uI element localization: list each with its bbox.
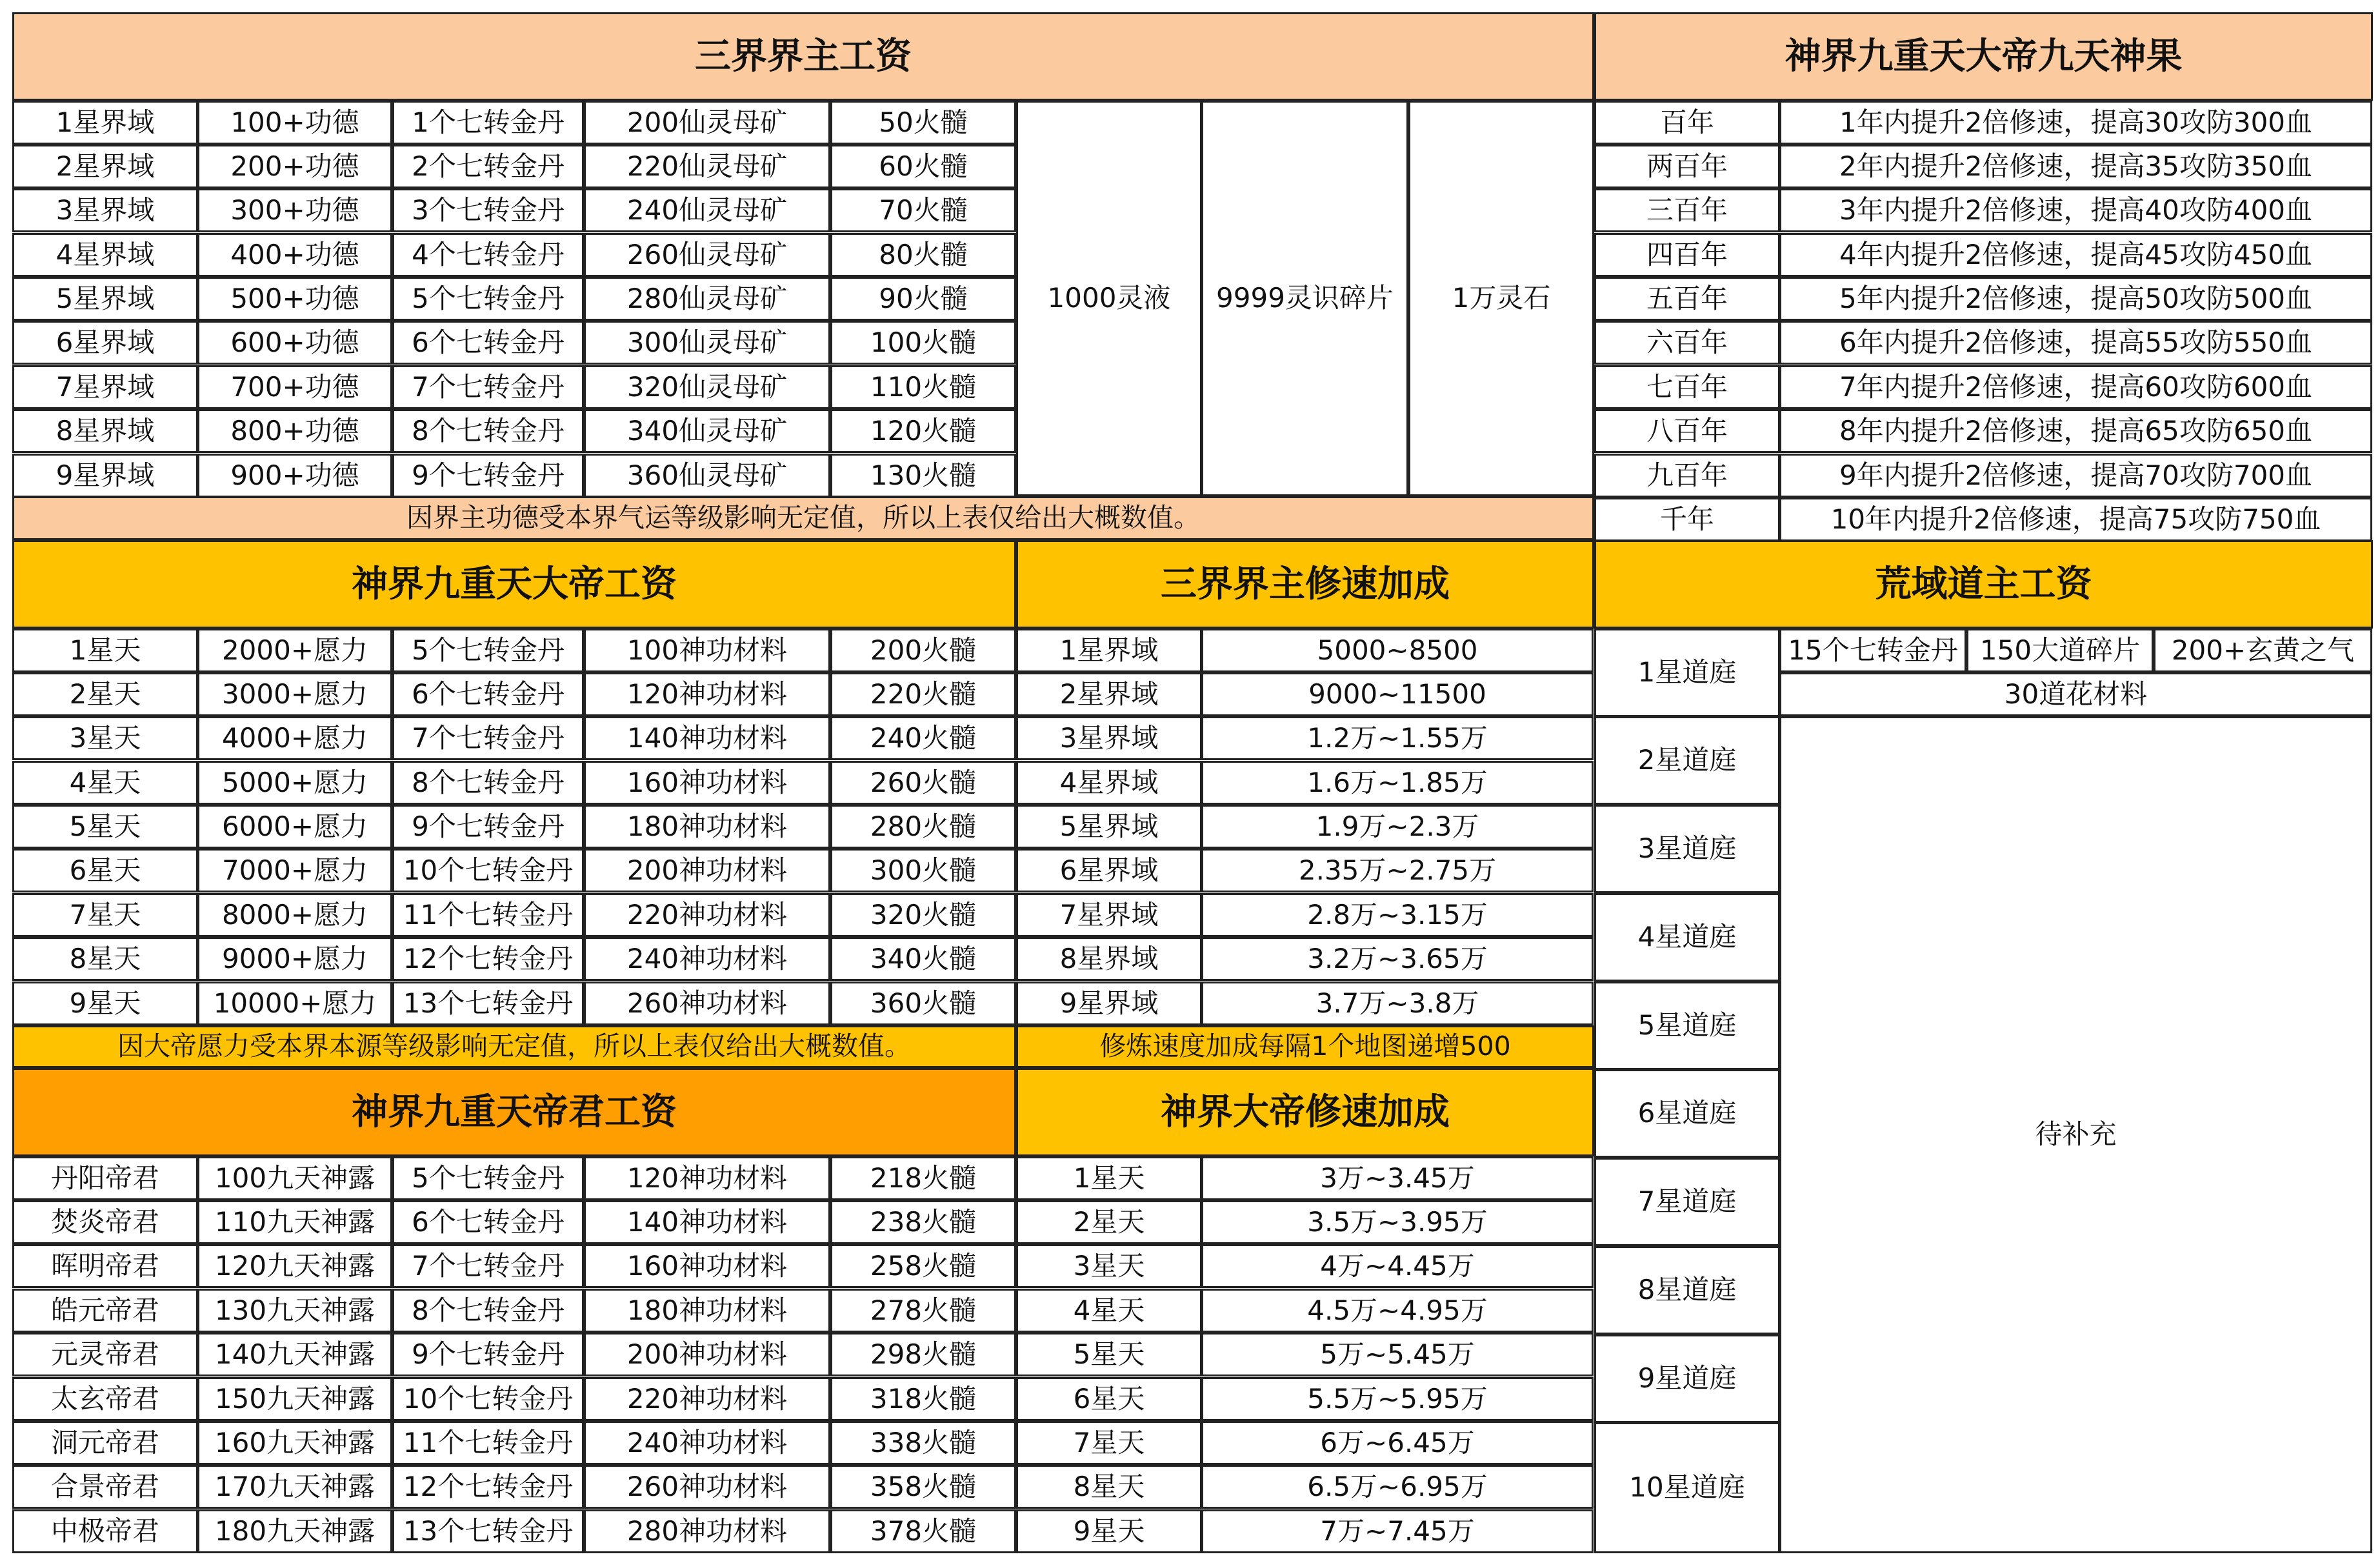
dadi-speed-level: 9星天 bbox=[1016, 1509, 1202, 1553]
dadi-cell: 9000+愿力 bbox=[197, 937, 392, 981]
dijun-cell: 258火髓 bbox=[830, 1244, 1016, 1288]
sanjie-shared-cell: 9999灵识碎片 bbox=[1201, 101, 1408, 496]
dadi-cell: 320火髓 bbox=[830, 893, 1016, 937]
sanjie-cell: 340仙灵母矿 bbox=[584, 409, 830, 453]
huangyu-extra: 30道花材料 bbox=[1779, 672, 2372, 716]
dadi-cell: 11个七转金丹 bbox=[392, 893, 584, 937]
sanjie-cell: 7星界域 bbox=[12, 365, 198, 409]
huangyu-item: 150大道碎片 bbox=[1966, 629, 2154, 672]
sanjie-cell: 100火髓 bbox=[830, 321, 1016, 365]
sanjie-cell: 260仙灵母矿 bbox=[584, 233, 830, 277]
sanjie-speed-note: 修炼速度加成每隔1个地图递增500 bbox=[1016, 1025, 1594, 1068]
sanjie-speed-value: 2.35万~2.75万 bbox=[1201, 849, 1594, 892]
sanjie-cell: 80火髓 bbox=[830, 233, 1016, 277]
sanjie-cell: 9个七转金丹 bbox=[392, 454, 584, 498]
dijun-cell: 洞元帝君 bbox=[12, 1421, 198, 1465]
huangyu-level: 5星道庭 bbox=[1594, 982, 1780, 1070]
dadi-cell: 6星天 bbox=[12, 849, 198, 892]
dadi-speed-level: 1星天 bbox=[1016, 1156, 1202, 1200]
dadi-cell: 5000+愿力 bbox=[197, 761, 392, 805]
dadi-speed-level: 2星天 bbox=[1016, 1200, 1202, 1244]
dijun-cell: 238火髓 bbox=[830, 1200, 1016, 1244]
dadi-cell: 5个七转金丹 bbox=[392, 629, 584, 672]
sanjie-cell: 320仙灵母矿 bbox=[584, 365, 830, 409]
dadi-cell: 160神功材料 bbox=[584, 761, 830, 805]
dadi-speed-value: 3.5万~3.95万 bbox=[1201, 1200, 1594, 1244]
dadi-speed-value: 5万~5.45万 bbox=[1201, 1333, 1594, 1376]
sanjie-cell: 240仙灵母矿 bbox=[584, 188, 830, 232]
sanjie-cell: 1星界域 bbox=[12, 101, 198, 145]
dijun-cell: 5个七转金丹 bbox=[392, 1156, 584, 1200]
dadi-cell: 300火髓 bbox=[830, 849, 1016, 892]
huangyu-level: 10星道庭 bbox=[1594, 1422, 1780, 1553]
dadi-cell: 7000+愿力 bbox=[197, 849, 392, 892]
sanjie-cell: 90火髓 bbox=[830, 277, 1016, 321]
dijun-cell: 218火髓 bbox=[830, 1156, 1016, 1200]
sanjie-cell: 70火髓 bbox=[830, 188, 1016, 232]
sanjie-cell: 700+功德 bbox=[197, 365, 392, 409]
sanjie-cell: 200仙灵母矿 bbox=[584, 101, 830, 145]
sanjie-speed-level: 7星界域 bbox=[1016, 893, 1202, 937]
dijun-cell: 9个七转金丹 bbox=[392, 1333, 584, 1376]
dadi-cell: 9个七转金丹 bbox=[392, 805, 584, 849]
sanjie-cell: 2个七转金丹 bbox=[392, 145, 584, 188]
dadi-cell: 8星天 bbox=[12, 937, 198, 981]
dijun-cell: 11个七转金丹 bbox=[392, 1421, 584, 1465]
huangyu-level: 4星道庭 bbox=[1594, 893, 1780, 982]
sanjie-speed-title: 三界界主修速加成 bbox=[1016, 540, 1594, 629]
dijun-cell: 元灵帝君 bbox=[12, 1333, 198, 1376]
dadi-cell: 8000+愿力 bbox=[197, 893, 392, 937]
sanjie-title: 三界界主工资 bbox=[12, 12, 1594, 101]
huangyu-level: 3星道庭 bbox=[1594, 805, 1780, 893]
sanjie-cell: 1个七转金丹 bbox=[392, 101, 584, 145]
dijun-cell: 晖明帝君 bbox=[12, 1244, 198, 1288]
sanjie-cell: 360仙灵母矿 bbox=[584, 454, 830, 498]
huangyu-level: 6星道庭 bbox=[1594, 1069, 1780, 1158]
sanjie-cell: 2星界域 bbox=[12, 145, 198, 188]
dadi-cell: 8个七转金丹 bbox=[392, 761, 584, 805]
shenguo-effect: 1年内提升2倍修速，提高30攻防300血 bbox=[1779, 101, 2372, 145]
dijun-cell: 皓元帝君 bbox=[12, 1289, 198, 1333]
dadi-cell: 240神功材料 bbox=[584, 937, 830, 981]
sanjie-cell: 400+功德 bbox=[197, 233, 392, 277]
dijun-cell: 140九天神露 bbox=[197, 1333, 392, 1376]
dadi-cell: 140神功材料 bbox=[584, 716, 830, 760]
sanjie-shared-cell: 1000灵液 bbox=[1016, 101, 1202, 496]
dadi-cell: 4星天 bbox=[12, 761, 198, 805]
dijun-cell: 8个七转金丹 bbox=[392, 1289, 584, 1333]
shenguo-age: 七百年 bbox=[1594, 365, 1780, 409]
dadi-cell: 7个七转金丹 bbox=[392, 716, 584, 760]
dadi-speed-level: 5星天 bbox=[1016, 1333, 1202, 1376]
shenguo-effect: 3年内提升2倍修速，提高40攻防400血 bbox=[1779, 188, 2372, 232]
dadi-cell: 13个七转金丹 bbox=[392, 982, 584, 1025]
dijun-cell: 合景帝君 bbox=[12, 1465, 198, 1509]
sanjie-note: 因界主功德受本界气运等级影响无定值，所以上表仅给出大概数值。 bbox=[12, 496, 1594, 540]
dadi-speed-value: 3万~3.45万 bbox=[1201, 1156, 1594, 1200]
shenguo-age: 五百年 bbox=[1594, 277, 1780, 321]
dijun-cell: 220神功材料 bbox=[584, 1377, 830, 1421]
sanjie-cell: 100+功德 bbox=[197, 101, 392, 145]
dijun-cell: 160神功材料 bbox=[584, 1244, 830, 1288]
sanjie-speed-level: 8星界域 bbox=[1016, 937, 1202, 981]
shenguo-age: 六百年 bbox=[1594, 321, 1780, 365]
sanjie-speed-value: 1.9万~2.3万 bbox=[1201, 805, 1594, 849]
sanjie-cell: 5个七转金丹 bbox=[392, 277, 584, 321]
dadi-cell: 2000+愿力 bbox=[197, 629, 392, 672]
huangyu-pending: 待补充 bbox=[1779, 716, 2372, 1553]
dijun-cell: 120九天神露 bbox=[197, 1244, 392, 1288]
dadi-note: 因大帝愿力受本界本源等级影响无定值，所以上表仅给出大概数值。 bbox=[12, 1025, 1016, 1068]
dadi-cell: 240火髓 bbox=[830, 716, 1016, 760]
dijun-cell: 130九天神露 bbox=[197, 1289, 392, 1333]
dijun-cell: 太玄帝君 bbox=[12, 1377, 198, 1421]
sanjie-speed-level: 9星界域 bbox=[1016, 982, 1202, 1025]
dijun-title: 神界九重天帝君工资 bbox=[12, 1068, 1016, 1156]
sanjie-cell: 220仙灵母矿 bbox=[584, 145, 830, 188]
huangyu-item: 200+玄黄之气 bbox=[2154, 629, 2372, 672]
dadi-cell: 6000+愿力 bbox=[197, 805, 392, 849]
dijun-cell: 318火髓 bbox=[830, 1377, 1016, 1421]
dijun-cell: 140神功材料 bbox=[584, 1200, 830, 1244]
dadi-cell: 360火髓 bbox=[830, 982, 1016, 1025]
sanjie-speed-value: 1.6万~1.85万 bbox=[1201, 761, 1594, 805]
dadi-cell: 10000+愿力 bbox=[197, 982, 392, 1025]
sanjie-cell: 280仙灵母矿 bbox=[584, 277, 830, 321]
dijun-cell: 180九天神露 bbox=[197, 1509, 392, 1553]
dijun-cell: 7个七转金丹 bbox=[392, 1244, 584, 1288]
dadi-cell: 4000+愿力 bbox=[197, 716, 392, 760]
dijun-cell: 170九天神露 bbox=[197, 1465, 392, 1509]
dijun-cell: 100九天神露 bbox=[197, 1156, 392, 1200]
dijun-cell: 13个七转金丹 bbox=[392, 1509, 584, 1553]
dadi-cell: 120神功材料 bbox=[584, 672, 830, 716]
shenguo-age: 三百年 bbox=[1594, 188, 1780, 232]
dadi-cell: 9星天 bbox=[12, 982, 198, 1025]
dadi-speed-value: 6万~6.45万 bbox=[1201, 1421, 1594, 1465]
sanjie-cell: 5星界域 bbox=[12, 277, 198, 321]
sanjie-cell: 60火髓 bbox=[830, 145, 1016, 188]
sanjie-speed-value: 9000~11500 bbox=[1201, 672, 1594, 716]
sanjie-cell: 110火髓 bbox=[830, 365, 1016, 409]
dadi-speed-value: 7万~7.45万 bbox=[1201, 1509, 1594, 1553]
sanjie-speed-level: 2星界域 bbox=[1016, 672, 1202, 716]
huangyu-title: 荒域道主工资 bbox=[1594, 540, 2373, 629]
dadi-cell: 340火髓 bbox=[830, 937, 1016, 981]
sanjie-cell: 8星界域 bbox=[12, 409, 198, 453]
sanjie-cell: 8个七转金丹 bbox=[392, 409, 584, 453]
dadi-cell: 260火髓 bbox=[830, 761, 1016, 805]
dijun-cell: 丹阳帝君 bbox=[12, 1156, 198, 1200]
sanjie-cell: 3星界域 bbox=[12, 188, 198, 232]
shenguo-age: 两百年 bbox=[1594, 145, 1780, 188]
sanjie-speed-level: 3星界域 bbox=[1016, 716, 1202, 760]
dadi-cell: 6个七转金丹 bbox=[392, 672, 584, 716]
dijun-cell: 278火髓 bbox=[830, 1289, 1016, 1333]
sanjie-cell: 200+功德 bbox=[197, 145, 392, 188]
dadi-speed-level: 4星天 bbox=[1016, 1289, 1202, 1333]
shenguo-effect: 9年内提升2倍修速，提高70攻防700血 bbox=[1779, 454, 2372, 498]
shenguo-effect: 8年内提升2倍修速，提高65攻防650血 bbox=[1779, 409, 2372, 453]
dadi-speed-value: 4万~4.45万 bbox=[1201, 1244, 1594, 1288]
dadi-cell: 100神功材料 bbox=[584, 629, 830, 672]
dijun-cell: 260神功材料 bbox=[584, 1465, 830, 1509]
dijun-cell: 358火髓 bbox=[830, 1465, 1016, 1509]
dijun-cell: 中极帝君 bbox=[12, 1509, 198, 1553]
dijun-cell: 338火髓 bbox=[830, 1421, 1016, 1465]
dadi-cell: 220火髓 bbox=[830, 672, 1016, 716]
dijun-cell: 110九天神露 bbox=[197, 1200, 392, 1244]
dadi-cell: 180神功材料 bbox=[584, 805, 830, 849]
dadi-cell: 260神功材料 bbox=[584, 982, 830, 1025]
shenguo-effect: 6年内提升2倍修速，提高55攻防550血 bbox=[1779, 321, 2372, 365]
dijun-cell: 160九天神露 bbox=[197, 1421, 392, 1465]
dijun-cell: 10个七转金丹 bbox=[392, 1377, 584, 1421]
sanjie-cell: 4个七转金丹 bbox=[392, 233, 584, 277]
shenguo-effect: 7年内提升2倍修速，提高60攻防600血 bbox=[1779, 365, 2372, 409]
dadi-cell: 200火髓 bbox=[830, 629, 1016, 672]
sanjie-cell: 50火髓 bbox=[830, 101, 1016, 145]
dijun-cell: 240神功材料 bbox=[584, 1421, 830, 1465]
dadi-cell: 200神功材料 bbox=[584, 849, 830, 892]
dadi-speed-level: 8星天 bbox=[1016, 1465, 1202, 1509]
dijun-cell: 298火髓 bbox=[830, 1333, 1016, 1376]
dadi-cell: 220神功材料 bbox=[584, 893, 830, 937]
shenguo-age: 百年 bbox=[1594, 101, 1780, 145]
dadi-title: 神界九重天大帝工资 bbox=[12, 540, 1016, 629]
shenguo-effect: 10年内提升2倍修速，提高75攻防750血 bbox=[1779, 498, 2372, 541]
huangyu-level: 2星道庭 bbox=[1594, 716, 1780, 805]
sanjie-cell: 600+功德 bbox=[197, 321, 392, 365]
shenguo-age: 千年 bbox=[1594, 498, 1780, 541]
dadi-cell: 5星天 bbox=[12, 805, 198, 849]
dijun-cell: 378火髓 bbox=[830, 1509, 1016, 1553]
sanjie-cell: 900+功德 bbox=[197, 454, 392, 498]
huangyu-level: 1星道庭 bbox=[1594, 629, 1780, 717]
sanjie-cell: 500+功德 bbox=[197, 277, 392, 321]
sanjie-cell: 6星界域 bbox=[12, 321, 198, 365]
dadi-cell: 1星天 bbox=[12, 629, 198, 672]
dijun-cell: 200神功材料 bbox=[584, 1333, 830, 1376]
shenguo-title: 神界九重天大帝九天神果 bbox=[1594, 12, 2373, 101]
shenguo-age: 九百年 bbox=[1594, 454, 1780, 498]
dadi-cell: 10个七转金丹 bbox=[392, 849, 584, 892]
huangyu-level: 9星道庭 bbox=[1594, 1334, 1780, 1423]
dadi-cell: 2星天 bbox=[12, 672, 198, 716]
sanjie-speed-level: 5星界域 bbox=[1016, 805, 1202, 849]
sanjie-cell: 300+功德 bbox=[197, 188, 392, 232]
sanjie-speed-value: 3.7万~3.8万 bbox=[1201, 982, 1594, 1025]
dadi-cell: 3星天 bbox=[12, 716, 198, 760]
sanjie-speed-level: 1星界域 bbox=[1016, 629, 1202, 672]
sanjie-cell: 3个七转金丹 bbox=[392, 188, 584, 232]
huangyu-level: 7星道庭 bbox=[1594, 1158, 1780, 1246]
dijun-cell: 280神功材料 bbox=[584, 1509, 830, 1553]
dadi-speed-value: 5.5万~5.95万 bbox=[1201, 1377, 1594, 1421]
sanjie-cell: 120火髓 bbox=[830, 409, 1016, 453]
dijun-cell: 焚炎帝君 bbox=[12, 1200, 198, 1244]
dadi-speed-level: 3星天 bbox=[1016, 1244, 1202, 1288]
sanjie-shared-cell: 1万灵石 bbox=[1408, 101, 1594, 496]
huangyu-item: 15个七转金丹 bbox=[1779, 629, 1966, 672]
dijun-cell: 180神功材料 bbox=[584, 1289, 830, 1333]
dadi-speed-title: 神界大帝修速加成 bbox=[1016, 1068, 1594, 1156]
dadi-speed-value: 6.5万~6.95万 bbox=[1201, 1465, 1594, 1509]
shenguo-effect: 5年内提升2倍修速，提高50攻防500血 bbox=[1779, 277, 2372, 321]
dijun-cell: 12个七转金丹 bbox=[392, 1465, 584, 1509]
dadi-cell: 12个七转金丹 bbox=[392, 937, 584, 981]
sanjie-cell: 9星界域 bbox=[12, 454, 198, 498]
shenguo-effect: 4年内提升2倍修速，提高45攻防450血 bbox=[1779, 233, 2372, 277]
dadi-speed-level: 7星天 bbox=[1016, 1421, 1202, 1465]
dijun-cell: 120神功材料 bbox=[584, 1156, 830, 1200]
shenguo-age: 八百年 bbox=[1594, 409, 1780, 453]
sanjie-speed-value: 1.2万~1.55万 bbox=[1201, 716, 1594, 760]
shenguo-age: 四百年 bbox=[1594, 233, 1780, 277]
dadi-cell: 280火髓 bbox=[830, 805, 1016, 849]
dadi-speed-value: 4.5万~4.95万 bbox=[1201, 1289, 1594, 1333]
sanjie-cell: 4星界域 bbox=[12, 233, 198, 277]
dadi-cell: 3000+愿力 bbox=[197, 672, 392, 716]
shenguo-effect: 2年内提升2倍修速，提高35攻防350血 bbox=[1779, 145, 2372, 188]
dijun-cell: 6个七转金丹 bbox=[392, 1200, 584, 1244]
sanjie-cell: 7个七转金丹 bbox=[392, 365, 584, 409]
dadi-speed-level: 6星天 bbox=[1016, 1377, 1202, 1421]
sanjie-cell: 800+功德 bbox=[197, 409, 392, 453]
sanjie-speed-level: 4星界域 bbox=[1016, 761, 1202, 805]
dadi-cell: 7星天 bbox=[12, 893, 198, 937]
sanjie-cell: 6个七转金丹 bbox=[392, 321, 584, 365]
sanjie-speed-value: 5000~8500 bbox=[1201, 629, 1594, 672]
sanjie-speed-value: 2.8万~3.15万 bbox=[1201, 893, 1594, 937]
sanjie-cell: 130火髓 bbox=[830, 454, 1016, 498]
sanjie-speed-level: 6星界域 bbox=[1016, 849, 1202, 892]
dijun-cell: 150九天神露 bbox=[197, 1377, 392, 1421]
sanjie-cell: 300仙灵母矿 bbox=[584, 321, 830, 365]
huangyu-level: 8星道庭 bbox=[1594, 1246, 1780, 1334]
sanjie-speed-value: 3.2万~3.65万 bbox=[1201, 937, 1594, 981]
